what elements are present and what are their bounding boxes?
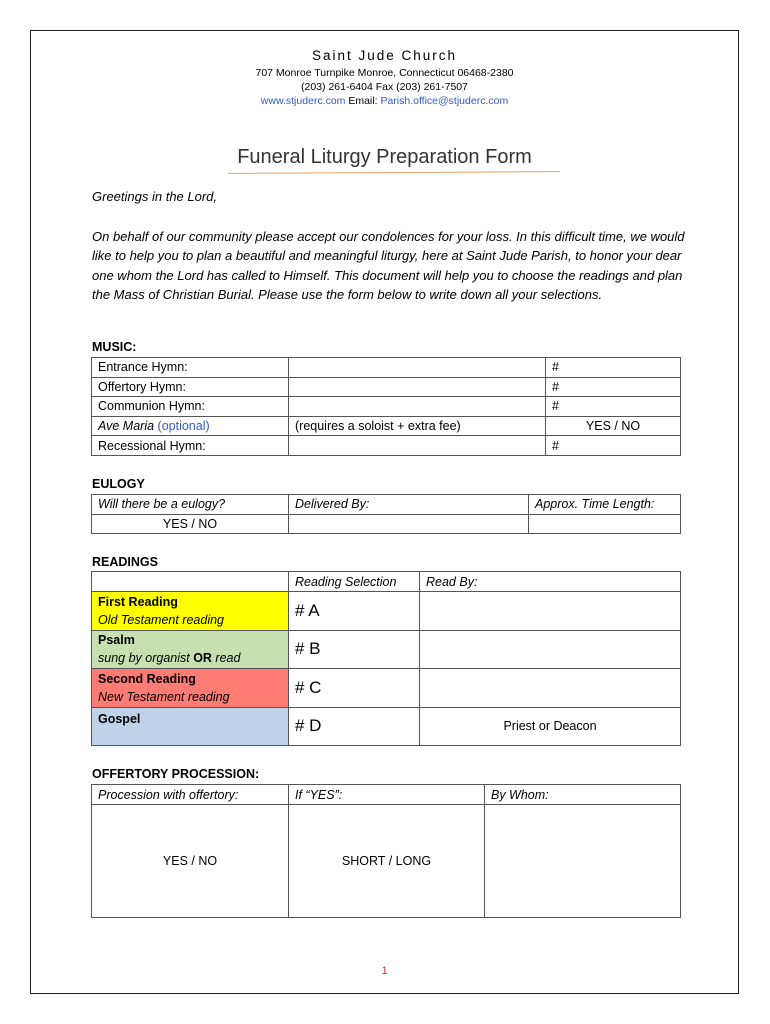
table-row <box>92 495 681 515</box>
hymn-number-field[interactable]: # <box>546 436 681 456</box>
reading-selection-header: Reading Selection <box>289 572 420 592</box>
church-name: Saint Jude Church <box>311 48 458 63</box>
table-row <box>92 377 681 397</box>
readings-table <box>91 571 681 746</box>
music-label: Offertory Hymn: <box>92 377 289 397</box>
eulogy-question: Will there be a eulogy? <box>92 495 289 515</box>
music-label <box>92 416 289 436</box>
reading-title: Second Reading <box>98 671 196 686</box>
table-row <box>92 572 681 592</box>
procession-yes-no[interactable]: YES / NO <box>92 805 289 918</box>
psalm-sub-b: read <box>211 651 241 666</box>
table-row <box>92 630 681 669</box>
reading-subtitle: New Testament reading <box>98 689 230 704</box>
gospel-read-by: Priest or Deacon <box>420 707 681 746</box>
hymn-number-field[interactable]: # <box>546 377 681 397</box>
by-whom-label: By Whom: <box>485 785 681 805</box>
table-row <box>92 358 681 378</box>
hymn-title-field[interactable] <box>289 377 546 397</box>
ave-maria-note: (requires a soloist + extra fee) <box>289 416 546 436</box>
music-heading: MUSIC: <box>92 340 137 354</box>
email-link[interactable]: Parish.office@stjuderc.com <box>380 95 509 107</box>
table-row <box>92 785 681 805</box>
hymn-title-field[interactable] <box>289 436 546 456</box>
hymn-title-field[interactable] <box>289 358 546 378</box>
readings-heading: READINGS <box>92 555 158 569</box>
short-long-choice[interactable]: SHORT / LONG <box>289 805 485 918</box>
first-reading-cell <box>92 592 289 631</box>
music-label: Recessional Hymn: <box>92 436 289 456</box>
email-label: Email: <box>348 95 378 107</box>
reading-selection-field[interactable]: # B <box>289 630 420 669</box>
church-phone-fax: (203) 261-6404 Fax (203) 261-7507 <box>301 81 468 93</box>
read-by-header: Read By: <box>420 572 681 592</box>
reading-selection-field[interactable]: # D <box>289 707 420 746</box>
page-number: 1 <box>381 965 388 977</box>
psalm-cell <box>92 630 289 669</box>
contact-line <box>30 95 739 107</box>
offertory-heading: OFFERTORY PROCESSION: <box>92 767 260 781</box>
intro-paragraph: On behalf of our community please accept our condolences for your loss. In this difficult time, we would like to help you to plan a beautiful and meaningful liturgy, here at Saint Jude Parish, to honor your dear one whom the Lord has called to Himself. This document will help you to choose the readings and plan the Mass of Christian Burial. Please use the form below to write down all your selections. <box>92 229 685 302</box>
music-label: Communion Hymn: <box>92 397 289 417</box>
reading-subtitle: Old Testament reading <box>98 612 225 627</box>
psalm-sub-or: OR <box>193 651 212 666</box>
eulogy-yes-no[interactable]: YES / NO <box>92 514 289 534</box>
table-row <box>92 514 681 534</box>
table-row <box>92 592 681 631</box>
psalm-sub-a: sung by organist <box>98 651 194 666</box>
table-row <box>92 805 681 918</box>
form-title: Funeral Liturgy Preparation Form <box>237 146 532 168</box>
table-row <box>92 669 681 708</box>
reading-selection-field[interactable]: # C <box>289 669 420 708</box>
gospel-cell <box>92 707 289 746</box>
read-by-field[interactable] <box>420 669 681 708</box>
reading-title: Psalm <box>98 633 135 648</box>
by-whom-field[interactable] <box>485 805 681 918</box>
time-length-field[interactable] <box>529 514 681 534</box>
table-row <box>92 707 681 746</box>
church-address: 707 Monroe Turnpike Monroe, Connecticut 06468-2380 <box>255 67 514 79</box>
time-length-label: Approx. Time Length: <box>529 495 681 515</box>
readings-header-blank <box>92 572 289 592</box>
hymn-title-field[interactable] <box>289 397 546 417</box>
website-link[interactable]: www.stjuderc.com <box>260 95 346 107</box>
music-table <box>91 357 681 456</box>
table-row <box>92 397 681 417</box>
ave-maria-label: Ave Maria <box>98 419 155 434</box>
reading-title: Gospel <box>98 711 141 726</box>
eulogy-heading: EULOGY <box>92 477 145 491</box>
ave-maria-yes-no[interactable]: YES / NO <box>546 416 681 436</box>
offertory-table <box>91 784 681 918</box>
music-label: Entrance Hymn: <box>92 358 289 378</box>
optional-label: (optional) <box>157 419 210 434</box>
procession-question: Procession with offertory: <box>92 785 289 805</box>
second-reading-cell <box>92 669 289 708</box>
read-by-field[interactable] <box>420 592 681 631</box>
reading-selection-field[interactable]: # A <box>289 592 420 631</box>
delivered-by-label: Delivered By: <box>289 495 529 515</box>
reading-title: First Reading <box>98 594 178 609</box>
table-row <box>92 416 681 436</box>
table-row <box>92 436 681 456</box>
hymn-number-field[interactable]: # <box>546 397 681 417</box>
reading-subtitle <box>98 649 282 667</box>
delivered-by-field[interactable] <box>289 514 529 534</box>
eulogy-table <box>91 494 681 534</box>
read-by-field[interactable] <box>420 630 681 669</box>
hymn-number-field[interactable]: # <box>546 358 681 378</box>
greeting: Greetings in the Lord, <box>92 189 218 204</box>
if-yes-label: If “YES”: <box>289 785 485 805</box>
